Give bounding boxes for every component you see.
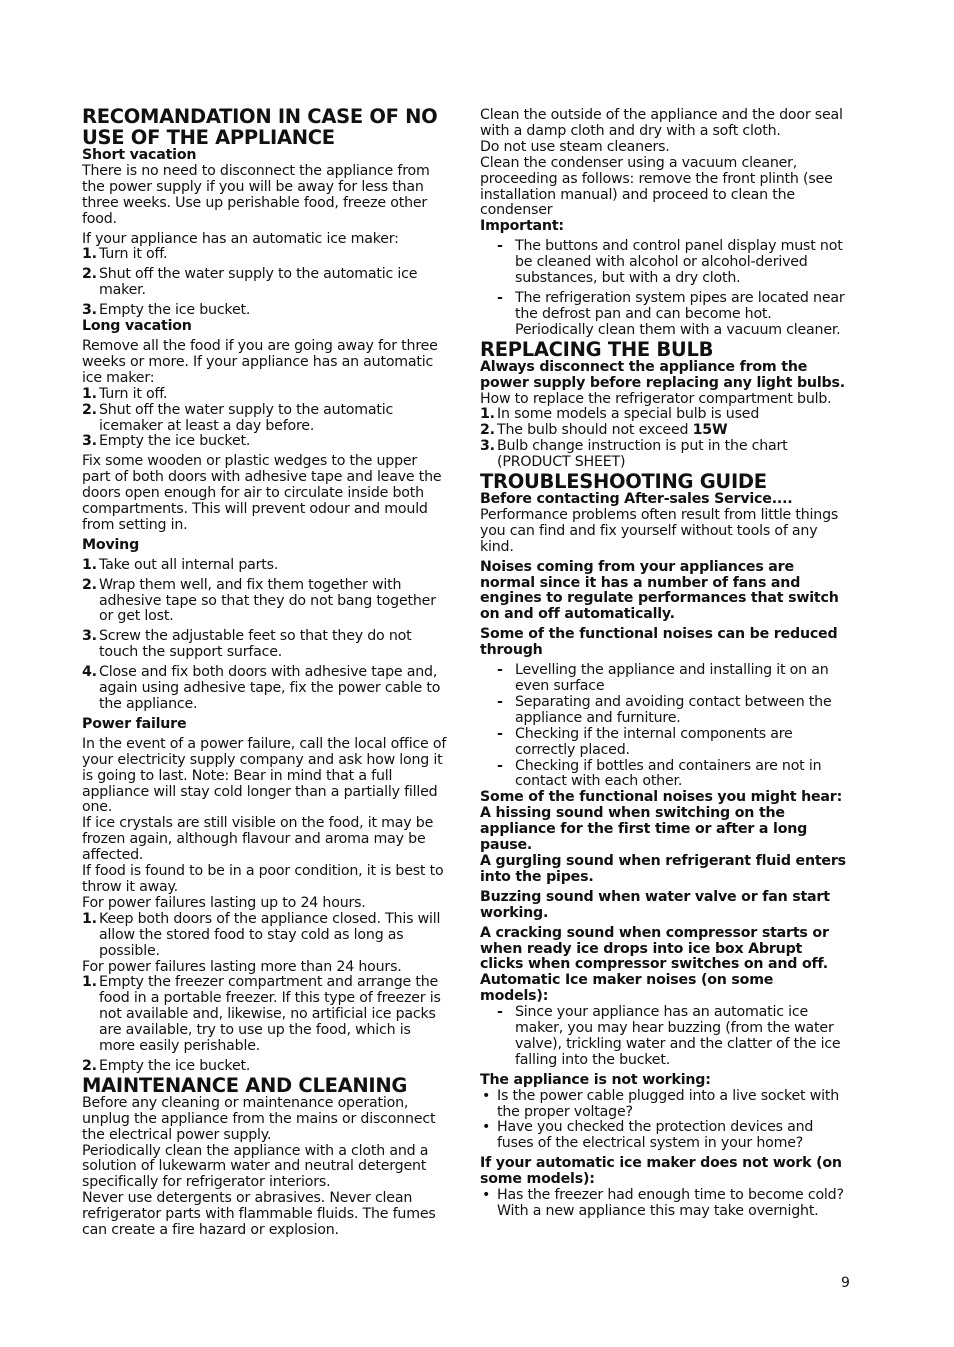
left-column: [82, 106, 448, 1239]
wedges-text: Fix some wooden or plastic wedges to the upper part of both doors with adhesive tape and leave the doors open enough for air to circulate inside both compartments. This will prevent odour and mould from setting in.: [82, 453, 442, 533]
noise-cracking: A cracking sound when compressor starts or when ready ice drops into ice box Abrupt clicks when compressor switches on and off.: [480, 924, 829, 973]
short-vacation-text: There is no need to disconnect the appliance from the power supply if you will be away for less than three weeks. Use up perishable food, freeze other food.: [82, 162, 430, 227]
short-vacation-ice-intro: If your appliance has an automatic ice maker:: [82, 230, 399, 247]
noise-buzzing: Buzzing sound when water valve or fan start working.: [480, 888, 830, 921]
not-working-heading: The appliance is not working:: [480, 1071, 711, 1088]
important-label: Important:: [480, 218, 564, 235]
list-item: • Is the power cable plugged into a live socket with the proper voltage?: [482, 1087, 840, 1120]
list-item: 2. Shut off the water supply to the automatic icemaker at least a day before.: [82, 401, 394, 434]
power-failure-p2: If ice crystals are still visible on the food, it may be frozen again, although flavour and aroma may be affected.: [82, 815, 434, 864]
long-vacation-text: Remove all the food if you are going away for three weeks or more. If your appliance has an automatic ice maker:: [82, 337, 438, 386]
maintenance-p1: Before any cleaning or maintenance operation, unplug the appliance from the mains or disconnect the electrical power supply.: [82, 1094, 436, 1143]
list-item: 2. The bulb should not exceed 15W: [480, 422, 728, 439]
list-item: 1. Turn it off.: [82, 246, 168, 263]
before-contacting-text: Performance problems often result from little things you can find and fix yourself without tools of any kind.: [480, 506, 839, 555]
troubleshooting-title: TROUBLESHOOTING GUIDE: [480, 470, 767, 494]
moving-heading: Moving: [82, 536, 140, 553]
more-than-24-hours: For power failures lasting more than 24 hours.: [82, 958, 402, 975]
replacing-bulb-title: REPLACING THE BULB: [480, 337, 714, 361]
noise-hissing: A hissing sound when switching on the appliance for the first time or after a long pause.: [480, 805, 808, 854]
list-item: - Levelling the appliance and installing it on an even surface: [497, 662, 829, 694]
maintenance-p2: Periodically clean the appliance with a cloth and a solution of lukewarm water and neutral detergent specifically for refrigerator interiors.: [82, 1142, 429, 1191]
list-item: 1. Take out all internal parts.: [82, 556, 279, 573]
list-item: 1. Empty the freezer compartment and arrange the food in a portable freezer. If this type of freezer is not available and, likewise, no artificial ice packs are available, try to use up the food, which is more easily perishable.: [82, 974, 441, 1055]
clean-condenser-text: Clean the condenser using a vacuum cleaner, proceeding as follows: remove the front plinth (see installation manual) and proceed to clean the condenser: [480, 154, 833, 219]
ice-maker-not-work-heading: If your automatic ice maker does not work (on some models):: [480, 1155, 842, 1188]
list-item: 1. Turn it off.: [82, 385, 168, 402]
list-item: 1. In some models a special bulb is used: [480, 406, 760, 423]
no-use-title: RECOMANDATION IN CASE OF NO USE OF THE APPLIANCE: [82, 105, 438, 149]
list-item: 3. Empty the ice bucket.: [82, 302, 251, 319]
ice-maker-not-work-list: [480, 1188, 846, 1220]
list-item: • Has the freezer had enough time to become cold? With a new appliance this may take overnight.: [482, 1187, 844, 1219]
maintenance-p3: Never use detergents or abrasives. Never clean refrigerator parts with flammable fluids. The fumes can create a fire hazard or explosion.: [82, 1190, 436, 1239]
short-vacation-steps: [82, 247, 448, 319]
list-item: - Since your appliance has an automatic ice maker, you may hear buzzing (from the water valve), trickling water and the clatter of the ice falling into the bucket.: [497, 1004, 841, 1068]
noises-normal: Noises coming from your appliances are normal since it has a number of fans and engines to regulate performances that switch on and off automatically.: [480, 558, 839, 623]
short-vacation-heading: Short vacation: [82, 147, 197, 163]
list-item: 1. Keep both doors of the appliance closed. This will allow the stored food to stay cold as long as possible.: [82, 910, 441, 959]
important-list: [480, 239, 846, 338]
list-item: - Checking if bottles and containers are not in contact with each other.: [497, 757, 822, 790]
page-number: 9: [841, 1275, 850, 1291]
long-vacation-steps: [82, 387, 448, 451]
clean-outside-text: Clean the outside of the appliance and the door seal with a damp cloth and dry with a soft cloth.: [480, 107, 843, 139]
bulb-intro: How to replace the refrigerator compartment bulb.: [480, 390, 832, 407]
power-failure-p3: If food is found to be in a poor condition, it is best to throw it away.: [82, 863, 444, 895]
no-steam-text: Do not use steam cleaners.: [480, 138, 670, 155]
list-item: - Separating and avoiding contact between the appliance and furniture.: [497, 693, 832, 726]
list-item: 3. Screw the adjustable feet so that they do not touch the support surface.: [82, 628, 412, 661]
before-contacting: Before contacting After-sales Service....: [480, 491, 793, 508]
list-item: - The buttons and control panel display must not be cleaned with alcohol or alcohol-derived substances, but with a dry cloth.: [497, 238, 843, 287]
list-item: 2. Shut off the water supply to the automatic ice maker.: [82, 266, 418, 299]
noise-gurgling: A gurgling sound when refrigerant fluid enters into the pipes.: [480, 852, 846, 885]
list-item: - Checking if the internal components are correctly placed.: [497, 725, 793, 758]
maintenance-title: MAINTENANCE AND CLEANING: [82, 1073, 408, 1097]
ice-maker-noises-heading: Automatic Ice maker noises (on some models):: [480, 972, 774, 1005]
more-than-24-steps: [82, 975, 448, 1074]
power-failure-heading: Power failure: [82, 715, 187, 732]
power-failure-p1: In the event of a power failure, call the local office of your electricity supply company and ask how long it is going to last. Note: Bear in mind that a full appliance will stay cold longer than a partially filled one.: [82, 735, 447, 816]
bulb-warning: Always disconnect the appliance from the power supply before replacing any light bulbs.: [480, 358, 845, 391]
moving-steps: [82, 558, 448, 713]
list-item: 3. Bulb change instruction is put in the chart (PRODUCT SHEET): [480, 438, 788, 471]
list-item: 2. Empty the ice bucket.: [82, 1057, 251, 1074]
list-item: 4. Close and fix both doors with adhesive tape and, again using adhesive tape, fix the power cable to the appliance.: [82, 664, 441, 712]
noises-reduced-list: [480, 663, 846, 790]
up-to-24-hours: For power failures lasting up to 24 hours.: [82, 894, 366, 911]
not-working-list: [480, 1089, 846, 1153]
list-item: 3. Empty the ice bucket.: [82, 433, 251, 450]
bulb-wattage: 15W: [692, 422, 728, 439]
noises-reduced-heading: Some of the functional noises can be reduced through: [480, 626, 838, 659]
bulb-steps: [480, 407, 846, 471]
list-item: - The refrigeration system pipes are located near the defrost pan and can become hot. Periodically clean them with a vacuum cleaner.: [497, 289, 845, 338]
up-to-24-steps: [82, 912, 448, 960]
right-column: [480, 106, 846, 1220]
noises-hear-heading: Some of the functional noises you might hear:: [480, 789, 843, 806]
long-vacation-heading: Long vacation: [82, 318, 192, 335]
ice-maker-noises-list: [480, 1005, 846, 1069]
list-item: • Have you checked the protection devices and fuses of the electrical system in your home?: [482, 1119, 814, 1152]
list-item: 2. Wrap them well, and fix them together with adhesive tape so that they do not bang together or get lost.: [82, 576, 436, 625]
